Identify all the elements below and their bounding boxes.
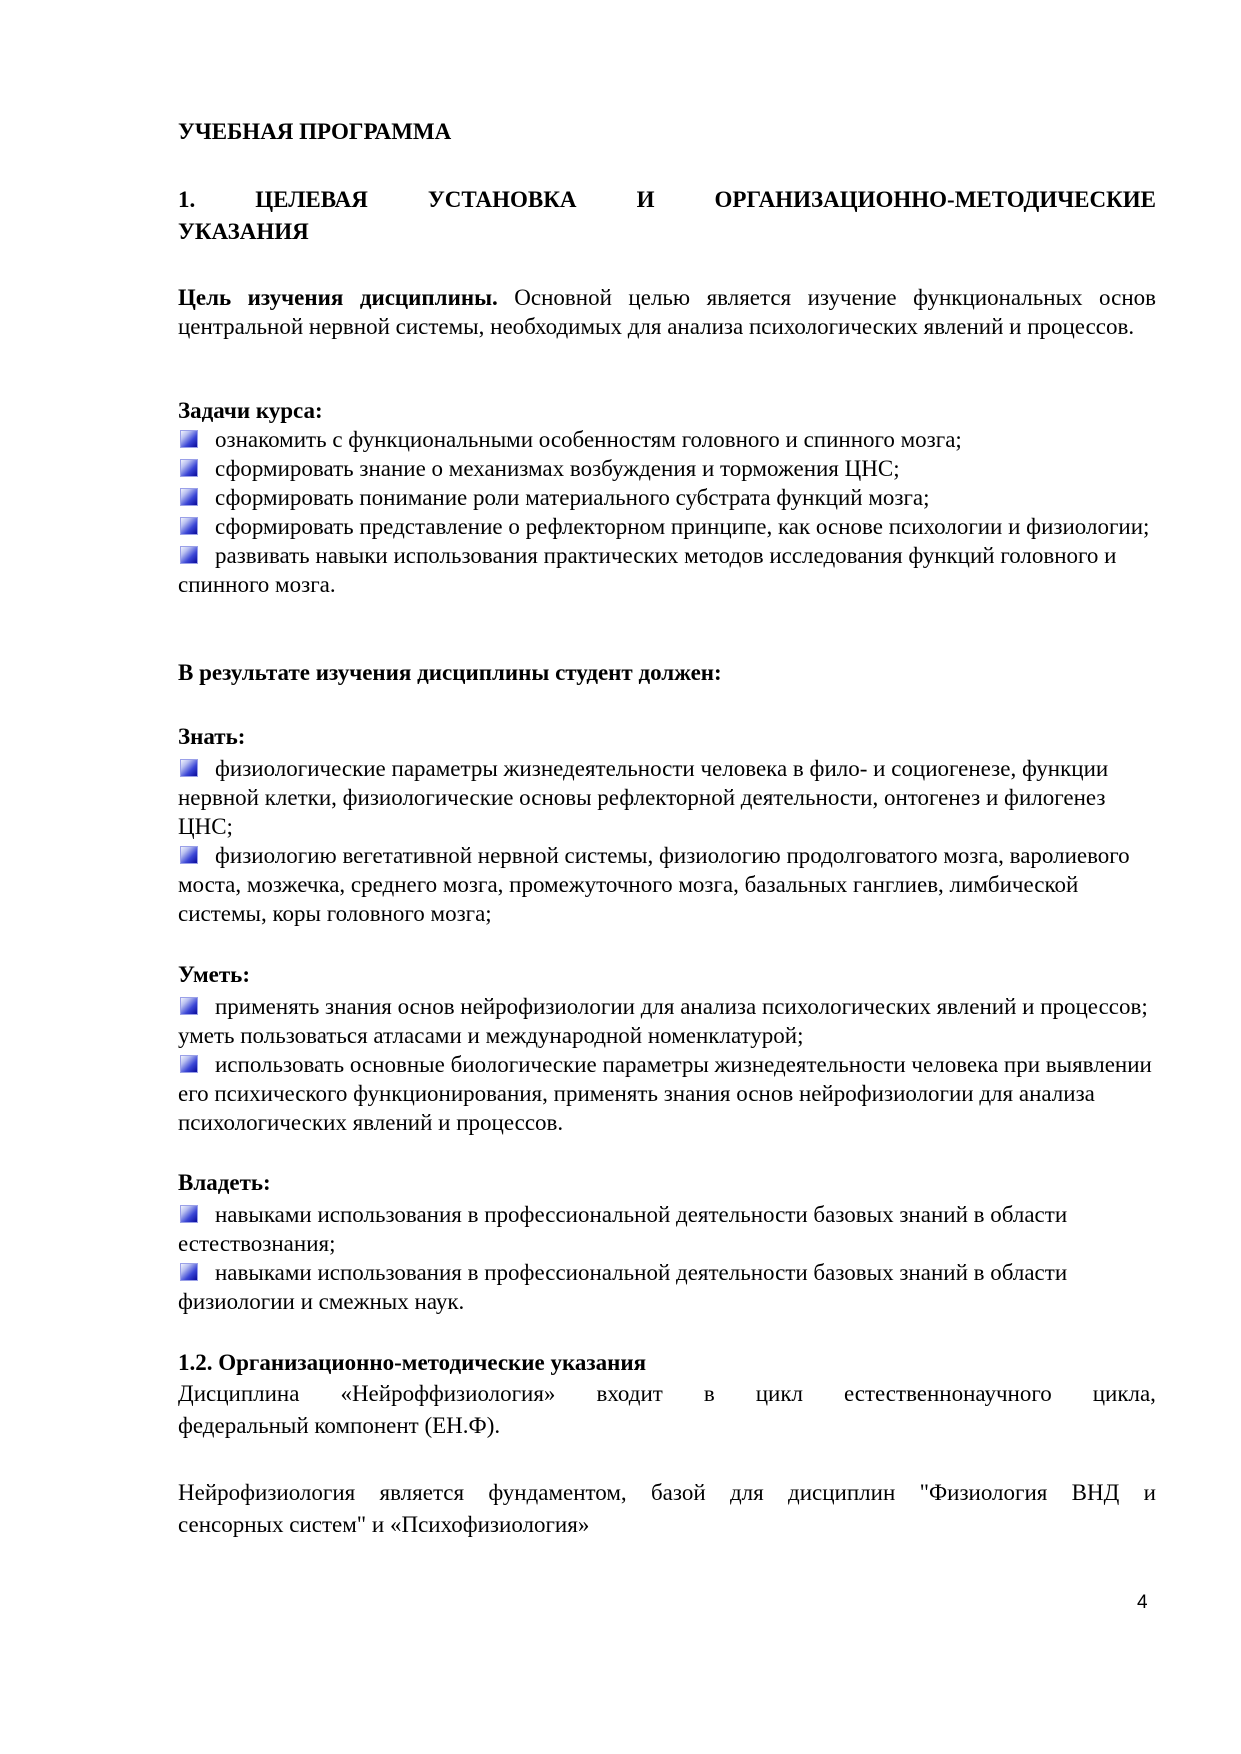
list-item: физиологические параметры жизнедеятельности человека в фило- и социогенезе, функции нервной клетки, физиологические основы рефлекторной деятельности, онтогенез и филогенез ЦНС; bbox=[178, 756, 1109, 839]
bullet-icon bbox=[180, 759, 198, 777]
list-item: навыками использования в профессиональной деятельности базовых знаний в области физиологии и смежных наук. bbox=[178, 1260, 1068, 1314]
result-title: В результате изучения дисциплины студент должен: bbox=[178, 660, 722, 685]
heading-word: ОРГАНИЗАЦИОННО-МЕТОДИЧЕСКИЕ bbox=[714, 187, 1156, 212]
list-item: сформировать представление о рефлекторном принципе, как основе психологии и физиологии; bbox=[178, 512, 1156, 541]
able-list bbox=[178, 992, 1156, 1137]
section-number: 1. bbox=[178, 187, 196, 212]
tasks-list bbox=[178, 425, 1156, 599]
bullet-icon bbox=[180, 846, 198, 864]
bullet-icon bbox=[180, 488, 198, 506]
section-1-2-paragraph-2: Нейрофизиология является фундаментом, базой для дисциплин "Физиология ВНД и сенсорных систем" и «Психофизиология» bbox=[178, 1477, 1156, 1541]
goal-paragraph bbox=[178, 283, 1156, 341]
heading-word: ЦЕЛЕВАЯ bbox=[255, 187, 368, 212]
list-item: использовать основные биологические параметры жизнедеятельности человека при выявлении его психического функционирования, применять знания основ нейрофизиологии для анализа психологических явлений и процессов. bbox=[178, 1052, 1152, 1135]
section-1-heading bbox=[178, 184, 1156, 248]
bullet-icon bbox=[180, 1263, 198, 1281]
heading-word: И bbox=[636, 187, 655, 212]
section-1-2-title: 1.2. Организационно-методические указания bbox=[178, 1350, 647, 1375]
list-item: ознакомить с функциональными особенностям головного и спинного мозга; bbox=[178, 425, 1156, 454]
list-item: развивать навыки использования практических методов исследования функций головного и спинного мозга. bbox=[178, 543, 1117, 597]
bullet-icon bbox=[180, 1205, 198, 1223]
page-number: 4 bbox=[1137, 1592, 1148, 1613]
justified-line: Нейрофизиология является фундаментом, базой для дисциплин "Физиология ВНД и bbox=[178, 1480, 1156, 1505]
bullet-icon bbox=[180, 459, 198, 477]
master-list bbox=[178, 1200, 1156, 1316]
tasks-title: Задачи курса: bbox=[178, 398, 323, 423]
list-item: применять знания основ нейрофизиологии для анализа психологических явлений и процессов; уметь пользоваться атласами и международной номенклатурой; bbox=[178, 994, 1148, 1048]
bullet-icon bbox=[180, 546, 198, 564]
know-list bbox=[178, 754, 1156, 928]
heading-word: УСТАНОВКА bbox=[427, 187, 577, 212]
list-item: физиологию вегетативной нервной системы, физиологию продолговатого мозга, варолиевого моста, мозжечка, среднего мозга, промежуточного мозга, базальных ганглиев, лимбической системы, коры головного мозга; bbox=[178, 843, 1130, 926]
section-1-heading-line-1 bbox=[178, 184, 1156, 216]
section-1-heading-line-2: УКАЗАНИЯ bbox=[178, 219, 309, 244]
justified-line: Дисциплина «Нейроффизиология» входит в цикл естественнонаучного цикла, bbox=[178, 1381, 1156, 1406]
know-title: Знать: bbox=[178, 724, 246, 749]
list-item: сформировать понимание роли материального субстрата функций мозга; bbox=[178, 483, 1156, 512]
page-title: УЧЕБНАЯ ПРОГРАММА bbox=[178, 119, 452, 144]
goal-text: Основной целью является изучение функциональных основ центральной нервной системы, необходимых для анализа психологических явлений и процессов. bbox=[178, 285, 1156, 339]
list-item: сформировать знание о механизмах возбуждения и торможения ЦНС; bbox=[178, 454, 1156, 483]
bullet-icon bbox=[180, 517, 198, 535]
bullet-icon bbox=[180, 997, 198, 1015]
master-title: Владеть: bbox=[178, 1170, 271, 1195]
list-item: навыками использования в профессиональной деятельности базовых знаний в области естествознания; bbox=[178, 1202, 1068, 1256]
section-1-2-paragraph-1: Дисциплина «Нейроффизиология» входит в цикл естественнонаучного цикла, федеральный компонент (ЕН.Ф). bbox=[178, 1378, 1156, 1442]
bullet-icon bbox=[180, 1055, 198, 1073]
goal-label: Цель изучения дисциплины. bbox=[178, 285, 498, 310]
bullet-icon bbox=[180, 430, 198, 448]
able-title: Уметь: bbox=[178, 962, 250, 987]
